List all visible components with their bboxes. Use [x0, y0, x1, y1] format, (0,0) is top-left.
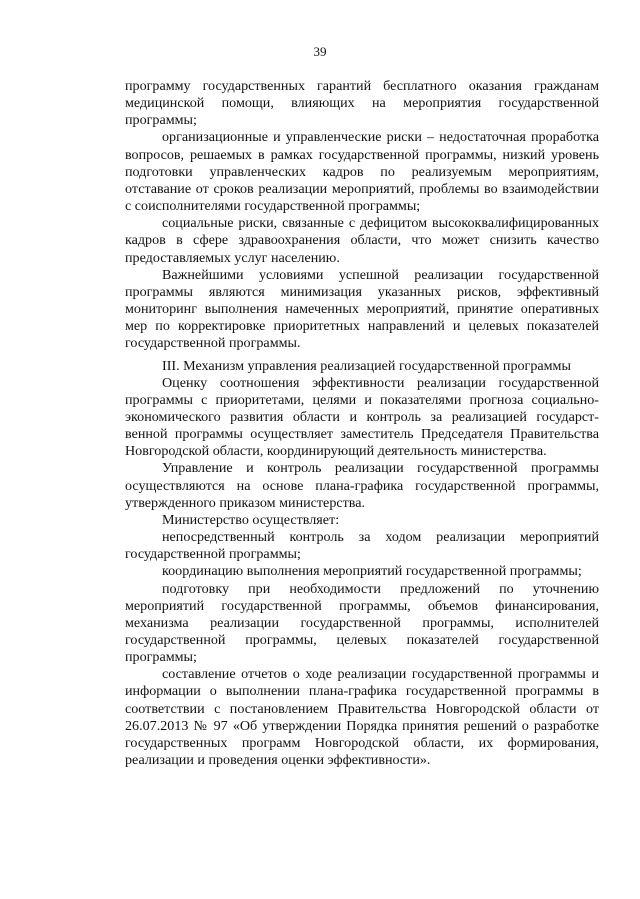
paragraph-assessment: Оценку соотношения эффективности реализации государственной программы с приоритетами, целями и показателями прогноза социально-экономического развития области и контроль за реализацией государст-венной программы осуществляет заместитель Председателя Правительства Новгородской области, координирующий деятельность министерства.: [125, 374, 599, 460]
paragraph-social-risks: социальные риски, связанные с дефицитом высококвалифицированных кадров в сфере здравоохранения области, что может снизить качество предоставляемых услуг населению.: [125, 215, 599, 266]
paragraph-organizational-risks: организационные и управленческие риски – недостаточная проработка вопросов, решаемых в рамках государственной программы, низкий уровень подготовки управленческих кадров по реализуемым мероприятиям, отставание от сроков реализации мероприятий, проблемы во взаимодействии с соисполнителями государственной программы;: [125, 129, 599, 215]
paragraph-ministry-intro: Министерство осуществляет:: [162, 511, 340, 528]
document-body: [125, 78, 599, 769]
list-item-reports: составление отчетов о ходе реализации государственной программы и информации о выполнении плана-графика государственной программы в соответствии с постановлением Правительства Новгородской области от 26.07.2013 № 97 «Об утверждении Порядка принятия решений о разработке государственных программ Новгородской области, их формирования, реализации и проведения оценки эффективности».: [125, 666, 599, 769]
paragraph-key-conditions: Важнейшими условиями успешной реализации государственной программы являются минимизация указанных рисков, эффективный мониторинг выполнения намеченных мероприятий, принятие оперативных мер по корректировке приоритетных направлений и целевых показателей государственной программы.: [125, 266, 599, 352]
page-number: 39: [313, 44, 327, 59]
paragraph-continuation: программу государственных гарантий бесплатного оказания гражданам медицинской помощи, влияющих на мероприятия государственной программы;: [125, 78, 599, 129]
list-item-proposals: подготовку при необходимости предложений по уточнению мероприятий государственной программы, объемов финансирования, механизма реализации государственной программы, исполнителей государственной программы, целевых показателей государственной программы;: [125, 580, 599, 666]
section-heading: III. Механизм управления реализацией государственной программы: [162, 357, 571, 374]
list-item-control: непосредственный контроль за ходом реализации мероприятий государственной программы;: [125, 529, 599, 563]
paragraph-management: Управление и контроль реализации государственной программы осуществляются на основе плана-графика государственной программы, утвержденного приказом министерства.: [125, 460, 599, 511]
list-item-coordination: координацию выполнения мероприятий государственной программы;: [162, 563, 582, 580]
